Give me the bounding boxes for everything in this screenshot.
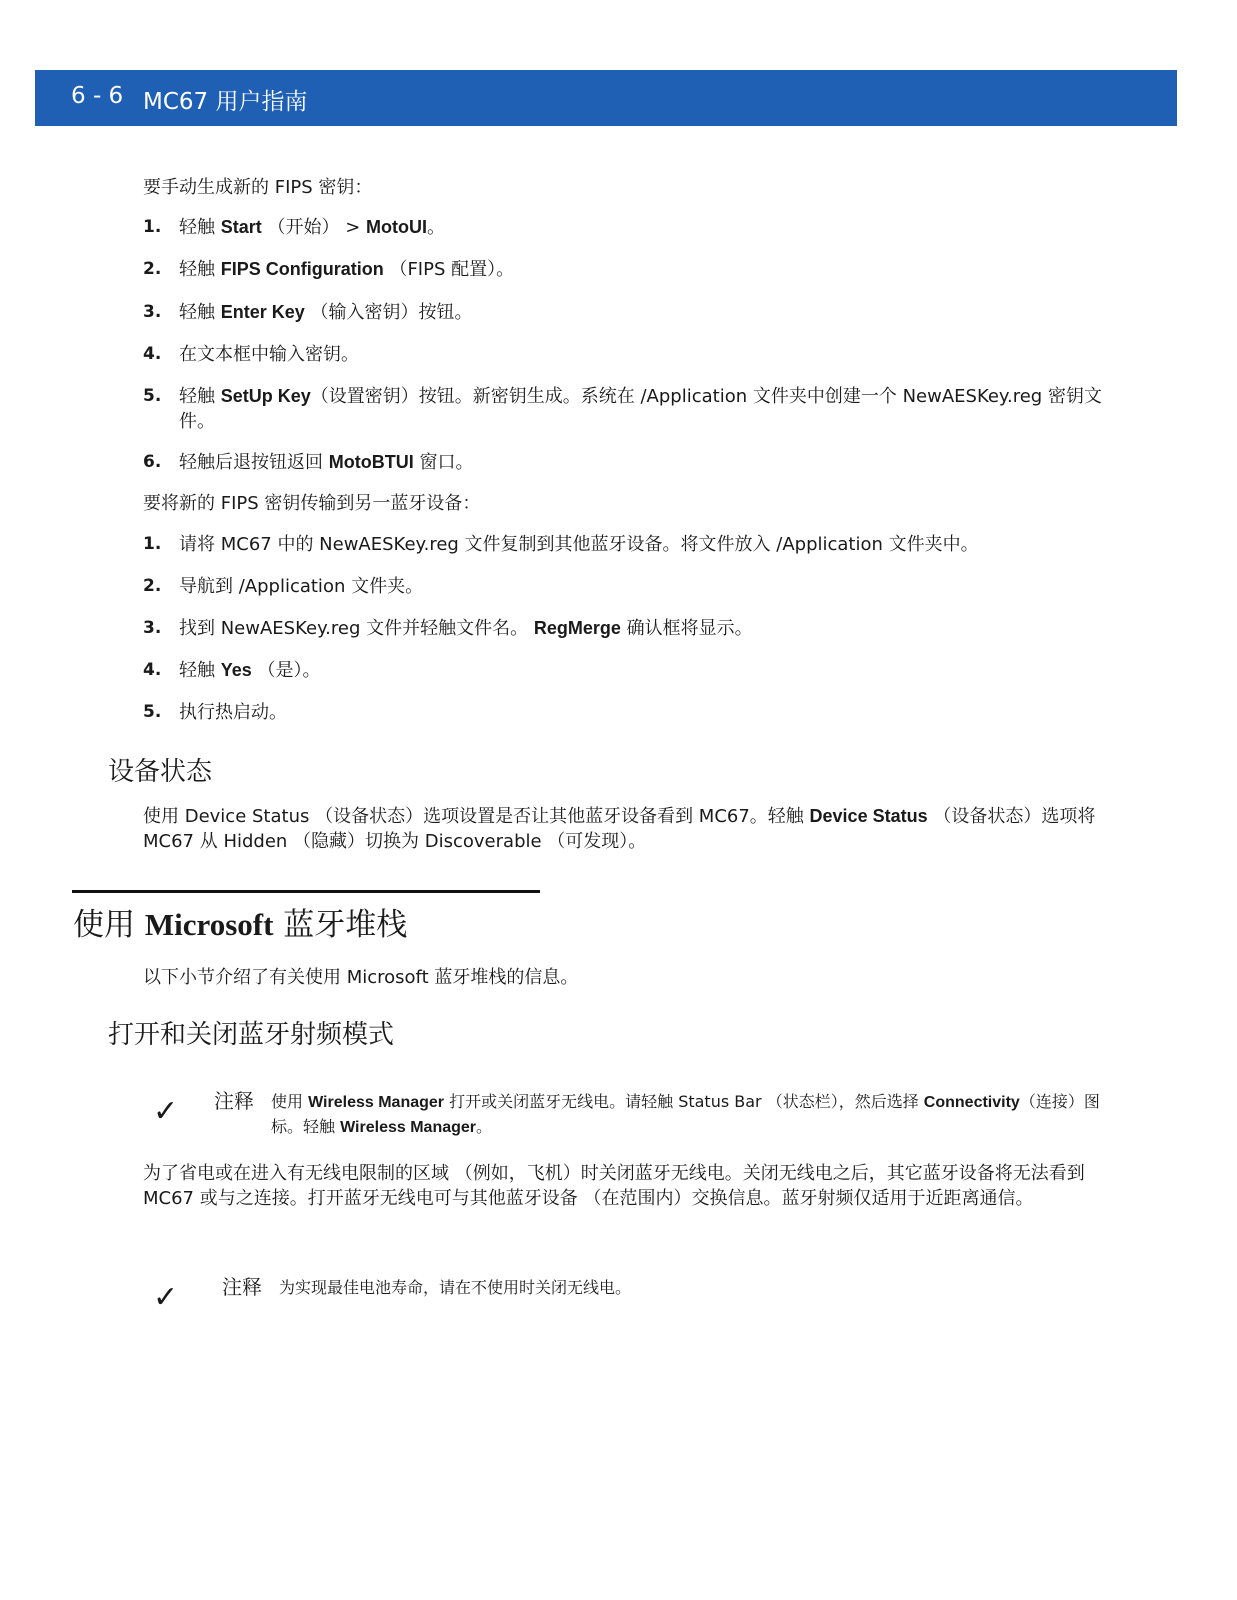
fips-transfer-intro: 要将新的 FIPS 密钥传输到另一蓝牙设备： <box>143 493 481 514</box>
ms-stack-intro: 以下小节介绍了有关使用 Microsoft 蓝牙堆栈的信息。 <box>143 967 579 988</box>
note-wireless-manager: 使用 Wireless Manager 打开或关闭蓝牙无线电。请轻触 Status Bar （状态栏），然后选择 Connectivity（连接）图标。轻触 Wireless Manager。 <box>271 1092 1100 1136</box>
page-number: 6 - 6 <box>71 83 124 109</box>
fips-gen-step-5: 轻触 SetUp Key（设置密钥）按钮。新密钥生成。系统在 /Application 文件夹中创建一个 NewAESKey.reg 密钥文件。 <box>179 386 1102 432</box>
fips-transfer-step-5: 执行热启动。 <box>179 702 287 723</box>
step-number: 5. <box>143 702 162 722</box>
fips-transfer-step-3: 找到 NewAESKey.reg 文件并轻触文件名。 RegMerge 确认框将显示。 <box>179 618 753 639</box>
fips-transfer-step-2: 导航到 /Application 文件夹。 <box>179 576 424 597</box>
step-number: 1. <box>143 217 162 237</box>
note-label: 注释 <box>214 1089 254 1113</box>
fips-gen-step-6: 轻触后退按钮返回 MotoBTUI 窗口。 <box>179 452 474 473</box>
step-number: 2. <box>143 576 162 596</box>
fips-gen-step-1: 轻触 Start （开始） > MotoUI。 <box>179 217 445 238</box>
page-header <box>35 70 1177 126</box>
radio-heading: 打开和关闭蓝牙射频模式 <box>108 1020 395 1050</box>
step-number: 3. <box>143 618 162 638</box>
fips-gen-intro: 要手动生成新的 FIPS 密钥： <box>143 177 373 198</box>
step-number: 6. <box>143 452 162 472</box>
fips-transfer-step-4: 轻触 Yes （是）。 <box>179 660 321 681</box>
fips-gen-step-4: 在文本框中输入密钥。 <box>179 344 359 365</box>
checkmark-icon: ✓ <box>153 1094 179 1129</box>
fips-transfer-step-1: 请将 MC67 中的 NewAESKey.reg 文件复制到其他蓝牙设备。将文件放入 /Application 文件夹中。 <box>179 534 979 555</box>
step-number: 5. <box>143 386 162 406</box>
checkmark-icon: ✓ <box>153 1280 179 1315</box>
device-status-heading: 设备状态 <box>108 757 213 787</box>
fips-gen-step-2: 轻触 FIPS Configuration （FIPS 配置）。 <box>179 259 515 280</box>
radio-paragraph: 为了省电或在进入有无线电限制的区域 （例如，飞机）时关闭蓝牙无线电。关闭无线电之后，其它蓝牙设备将无法看到 MC67 或与之连接。打开蓝牙无线电可与其他蓝牙设备 （在范围内）交换信息。蓝牙射频仅适用于近距离通信。 <box>143 1163 1085 1209</box>
step-number: 2. <box>143 259 162 279</box>
step-number: 1. <box>143 534 162 554</box>
note-battery: 为实现最佳电池寿命，请在不使用时关闭无线电。 <box>279 1278 632 1297</box>
section-rule <box>72 890 540 893</box>
ms-stack-heading: 使用 Microsoft 蓝牙堆栈 <box>73 907 408 943</box>
note-label: 注释 <box>222 1275 262 1299</box>
step-number: 3. <box>143 302 162 322</box>
device-status-paragraph: 使用 Device Status （设备状态）选项设置是否让其他蓝牙设备看到 MC67。轻触 Device Status （设备状态）选项将 MC67 从 Hidden （隐藏）切换为 Discoverable （可发现）。 <box>143 806 1096 852</box>
step-number: 4. <box>143 660 162 680</box>
step-number: 4. <box>143 344 162 364</box>
fips-gen-step-3: 轻触 Enter Key （输入密钥）按钮。 <box>179 302 473 323</box>
document-title: MC67 用户指南 <box>143 89 308 115</box>
